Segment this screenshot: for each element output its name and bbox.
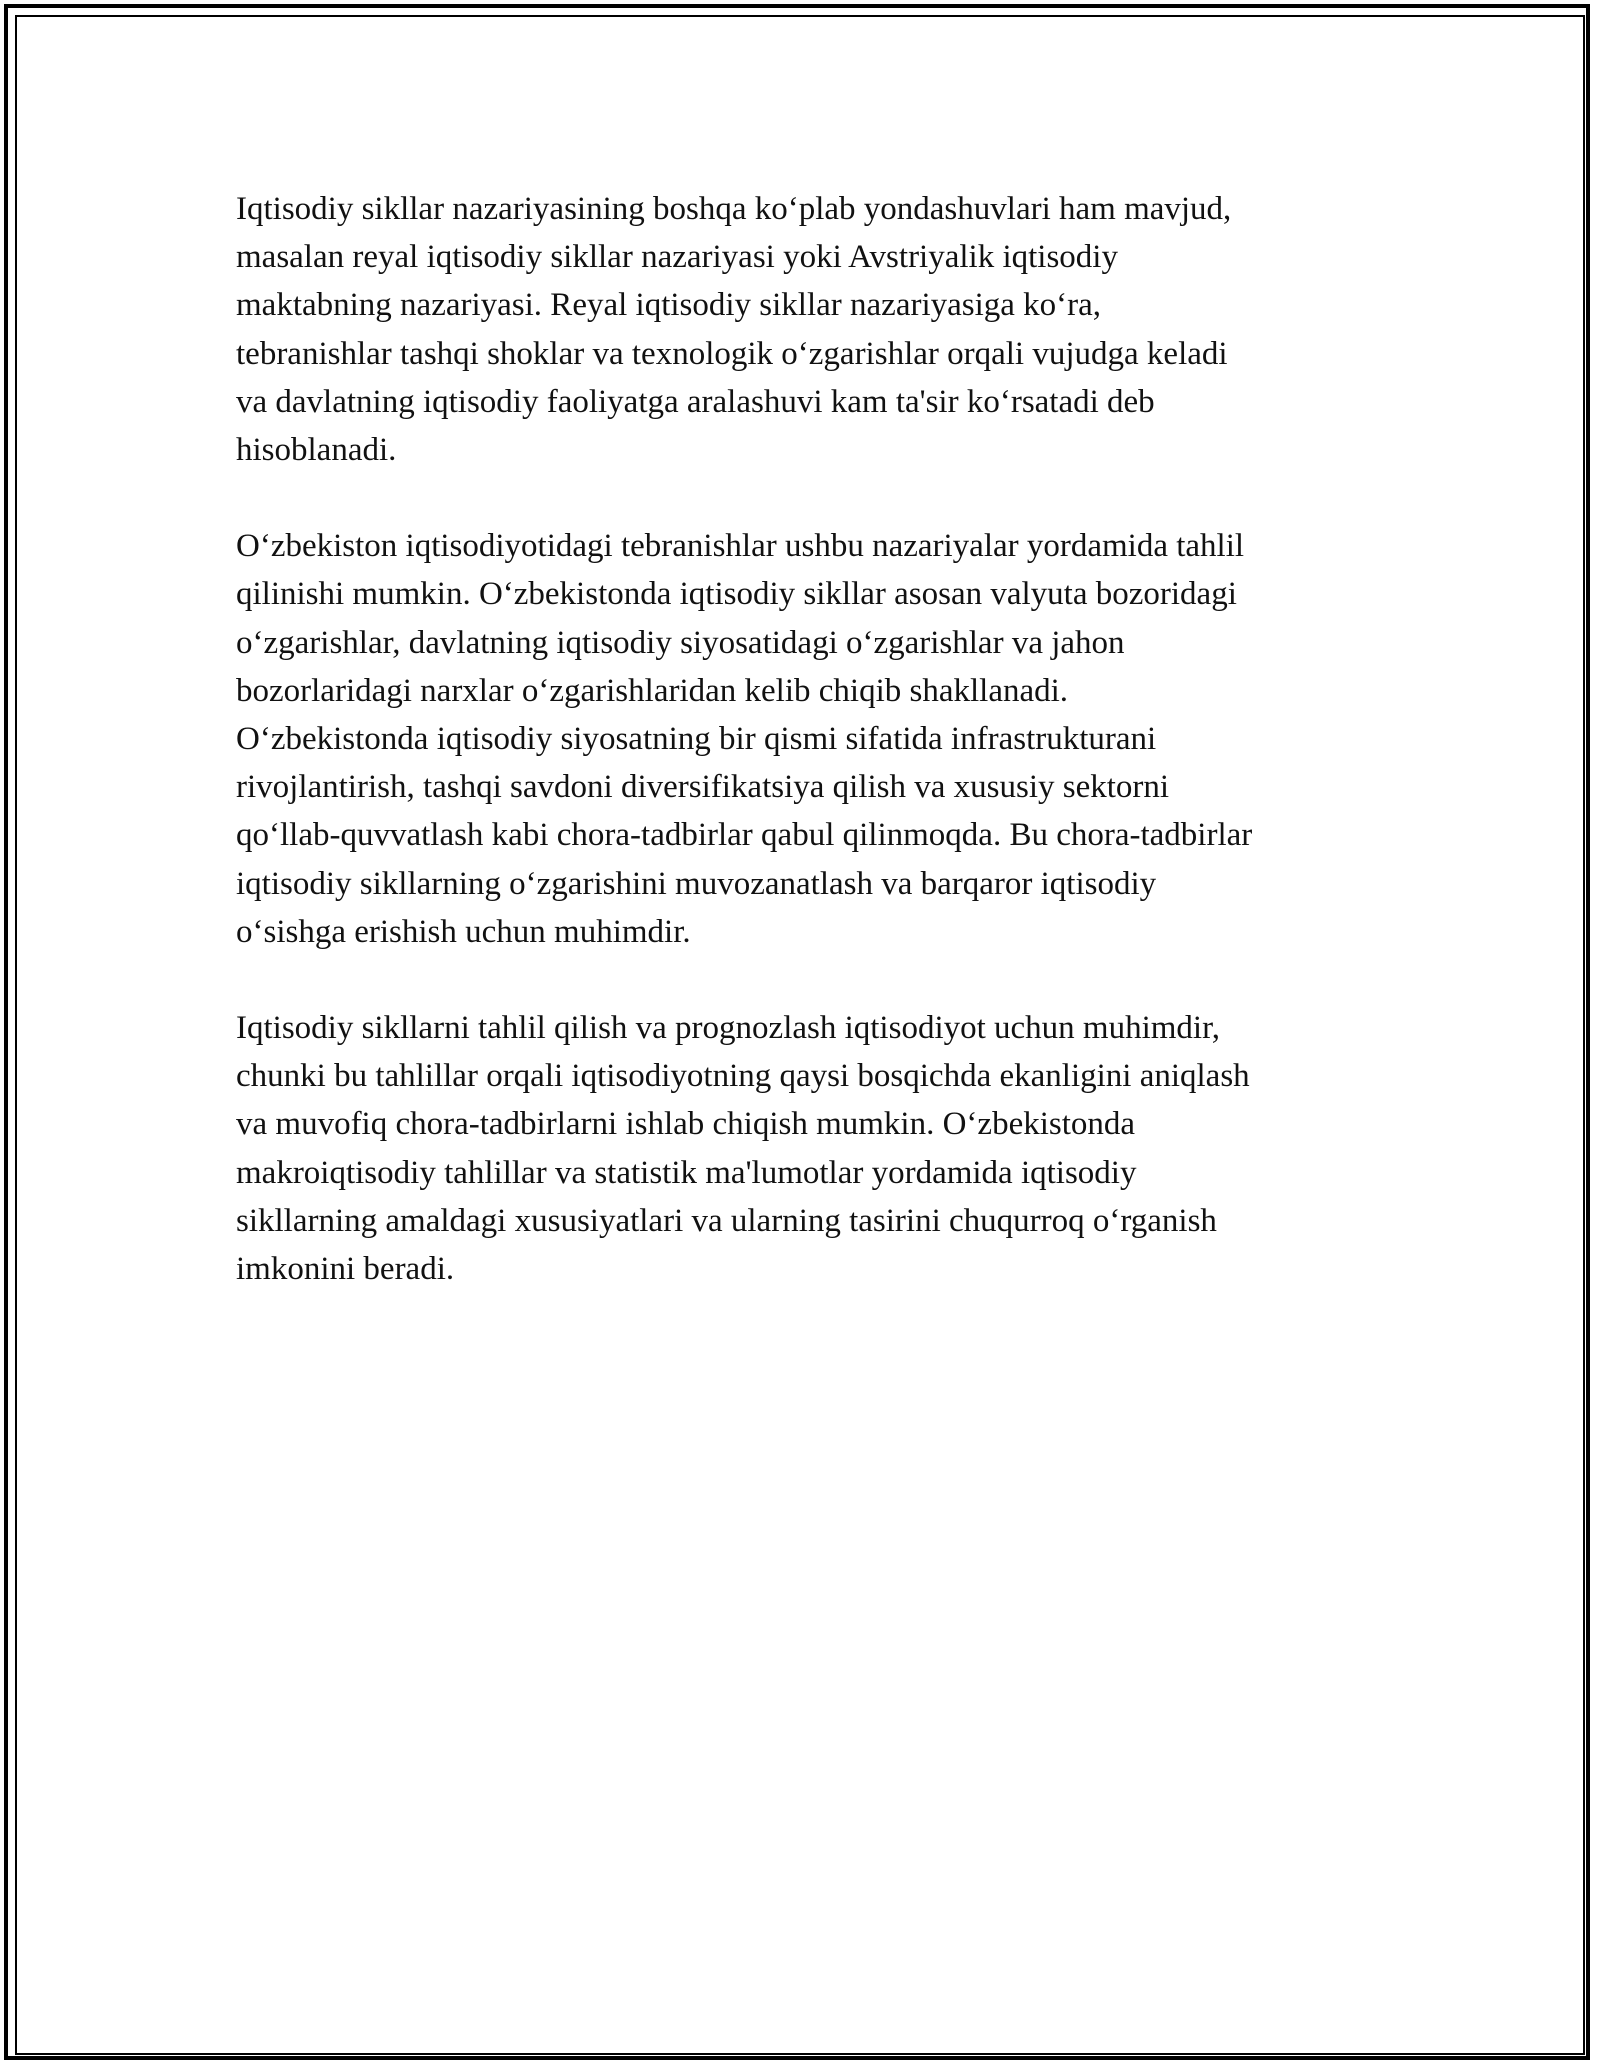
paragraph-1: Iqtisodiy sikllar nazariyasining boshqa ko‘plab yondashuvlari ham mavjud, masalan reyal iqtisodiy sikllar nazariyasi yoki Avstriyalik iqtisodiy maktabning nazariyasi. Reyal iqtisodiy sikllar nazariyasiga ko‘ra, tebranishlar tashqi shoklar va texnologik o‘zgarishlar orqali vujudga keladi va davlatning iqtisodiy faoliyatga aralashuvi kam ta'sir ko‘rsatadi deb hisoblanadi. (236, 191, 1232, 469)
document-body (236, 185, 1376, 1341)
paragraph-2: O‘zbekiston iqtisodiyotidagi tebranishlar ushbu nazariyalar yordamida tahlil qilinishi mumkin. O‘zbekistonda iqtisodiy sikllar asosan valyuta bozoridagi o‘zgarishlar, davlatning iqtisodiy siyosatidagi o‘zgarishlar va jahon bozorlaridagi narxlar o‘zgarishlaridan kelib chiqib shakllanadi. O‘zbekistonda iqtisodiy siyosatning bir qismi sifatida infrastrukturani rivojlantirish, tashqi savdoni diversifikatsiya qilish va xususiy sektorni qo‘llab-quvvatlash kabi chora-tadbirlar qabul qilinmoqda. Bu chora-tadbirlar iqtisodiy sikllarning o‘zgarishini muvozanatlash va barqaror iqtisodiy o‘sishga erishish uchun muhimdir. (236, 528, 1253, 950)
paragraph-3: Iqtisodiy sikllarni tahlil qilish va prognozlash iqtisodiyot uchun muhimdir, chunki bu tahlillar orqali iqtisodiyotning qaysi bosqichda ekanligini aniqlash va muvofiq chora-tadbirlarni ishlab chiqish mumkin. O‘zbekistonda makroiqtisodiy tahlillar va statistik ma'lumotlar yordamida iqtisodiy sikllarning amaldagi xususiyatlari va ularning tasirini chuqurroq o‘rganish imkonini beradi. (236, 1010, 1250, 1288)
